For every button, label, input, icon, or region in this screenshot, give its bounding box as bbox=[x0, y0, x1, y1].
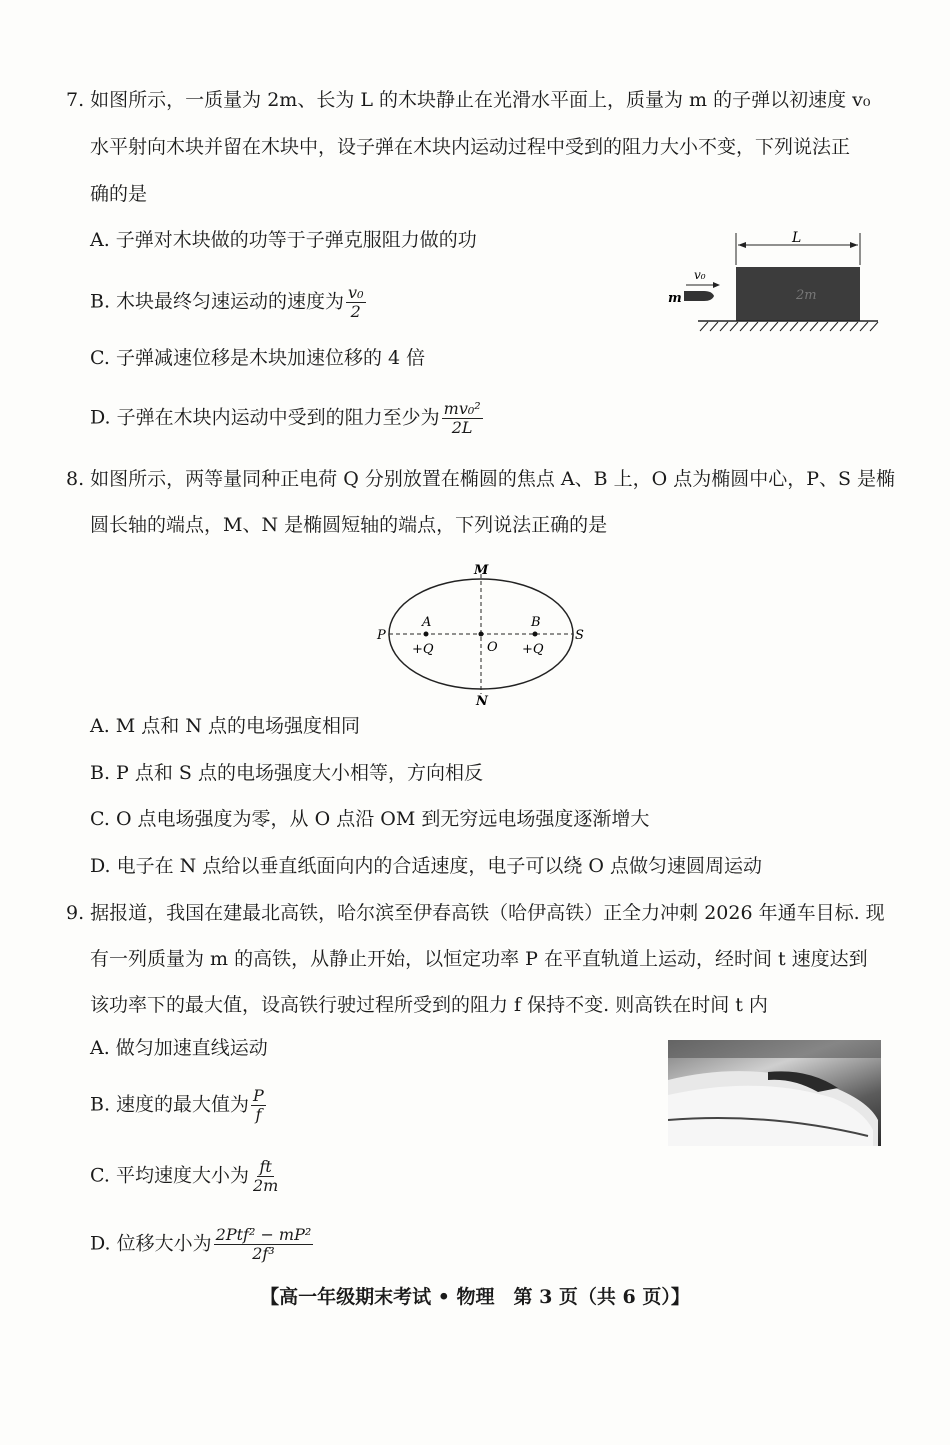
q7-bullet-block-figure bbox=[660, 225, 890, 340]
q8-charge-a bbox=[424, 632, 429, 637]
q7-option-b-fraction: $\frac{\text{v₀}}{2}$ bbox=[348, 283, 364, 321]
q7-fig-velocity-label: v₀ bbox=[694, 268, 706, 282]
q8-stem-line2: 圆长轴的端点，M、N 是椭圆短轴的端点，下列说法正确的是 bbox=[90, 514, 608, 536]
q7-option-b: B. 木块最终匀速运动的速度为 $\frac{\text{v₀}}{2}$ bbox=[90, 283, 364, 321]
q9-option-a: A. 做匀加速直线运动 bbox=[90, 1037, 268, 1059]
q8-label-b: B bbox=[531, 615, 541, 630]
q9-option-c-fraction: $\frac{ft}{2m}$ bbox=[252, 1157, 279, 1195]
q8-charge-b bbox=[533, 632, 538, 637]
q8-option-b: B. P 点和 S 点的电场强度大小相等，方向相反 bbox=[90, 762, 483, 784]
q7-option-a: A. 子弹对木块做的功等于子弹克服阻力做的功 bbox=[90, 229, 477, 251]
q9-option-c: C. 平均速度大小为 $\frac{ft}{2m}$ bbox=[90, 1157, 279, 1195]
q7-fig-length-label: L bbox=[792, 230, 802, 246]
page-footer: 【高一年级期末考试 • 物理 第 3 页（共 6 页）】 bbox=[260, 1286, 690, 1308]
q9-stem-line3: 该功率下的最大值，设高铁行驶过程所受到的阻力 f 保持不变. 则高铁在时间 t 内 bbox=[90, 994, 768, 1016]
q9-option-d: D. 位移大小为 $\frac{\text{2Ptf² − mP²}}{\text{2f³}}$ bbox=[90, 1225, 312, 1263]
q8-label-a: A bbox=[422, 615, 432, 630]
q8-label-n: N bbox=[476, 694, 488, 709]
q8-label-o: O bbox=[487, 640, 498, 655]
q7-stem-line2: 水平射向木块并留在木块中，设子弹在木块内运动过程中受到的阻力大小不变，下列说法正 bbox=[90, 136, 851, 158]
q8-ellipse-figure bbox=[370, 560, 590, 710]
q7-option-d: D. 子弹在木块内运动中受到的阻力至少为 $\frac{\text{mv₀²}}{2L}$ bbox=[90, 399, 481, 437]
q9-stem-line2: 有一列质量为 m 的高铁，从静止开始，以恒定功率 P 在平直轨道上运动，经时间 t 速度达到 bbox=[90, 948, 868, 970]
q9-high-speed-train-photo bbox=[668, 1040, 881, 1146]
q7-option-d-fraction: $\frac{\text{mv₀²}}{2L}$ bbox=[443, 399, 481, 437]
q9-option-b: B. 速度的最大值为 $\frac{P}{f}$ bbox=[90, 1086, 264, 1124]
q7-stem-line1: 7. 如图所示，一质量为 2m、长为 L 的木块静止在光滑水平面上，质量为 m 的子弹以初速度 v₀ bbox=[66, 89, 871, 111]
q8-stem-line1: 8. 如图所示，两等量同种正电荷 Q 分别放置在椭圆的焦点 A、B 上，O 点为椭圆中心，P、S 是椭 bbox=[66, 468, 896, 490]
q7-fig-bullet-label: m bbox=[668, 291, 682, 306]
q9-option-b-fraction: $\frac{P}{f}$ bbox=[253, 1086, 264, 1124]
q7-fig-bullet bbox=[684, 291, 714, 301]
q8-label-m: M bbox=[474, 563, 489, 578]
q7-option-c: C. 子弹减速位移是木块加速位移的 4 倍 bbox=[90, 347, 426, 369]
q8-label-charge-a: +Q bbox=[412, 642, 434, 657]
q8-label-s: S bbox=[575, 628, 584, 643]
q7-stem-line3: 确的是 bbox=[90, 183, 148, 205]
q8-label-p: P bbox=[377, 628, 386, 643]
q8-option-d: D. 电子在 N 点给以垂直纸面向内的合适速度，电子可以绕 O 点做匀速圆周运动 bbox=[90, 855, 762, 877]
q9-stem-line1: 9. 据报道，我国在建最北高铁，哈尔滨至伊春高铁（哈伊高铁）正全力冲刺 2026 年通车目标. 现 bbox=[66, 902, 885, 924]
q9-option-d-fraction: $\frac{\text{2Ptf² − mP²}}{\text{2f³}}$ bbox=[215, 1225, 312, 1263]
q8-label-charge-b: +Q bbox=[522, 642, 544, 657]
q8-option-c: C. O 点电场强度为零，从 O 点沿 OM 到无穷远电场强度逐渐增大 bbox=[90, 808, 650, 830]
q8-center-o bbox=[479, 632, 484, 637]
q7-fig-block-label: 2m bbox=[796, 288, 817, 303]
q8-option-a: A. M 点和 N 点的电场强度相同 bbox=[90, 715, 360, 737]
